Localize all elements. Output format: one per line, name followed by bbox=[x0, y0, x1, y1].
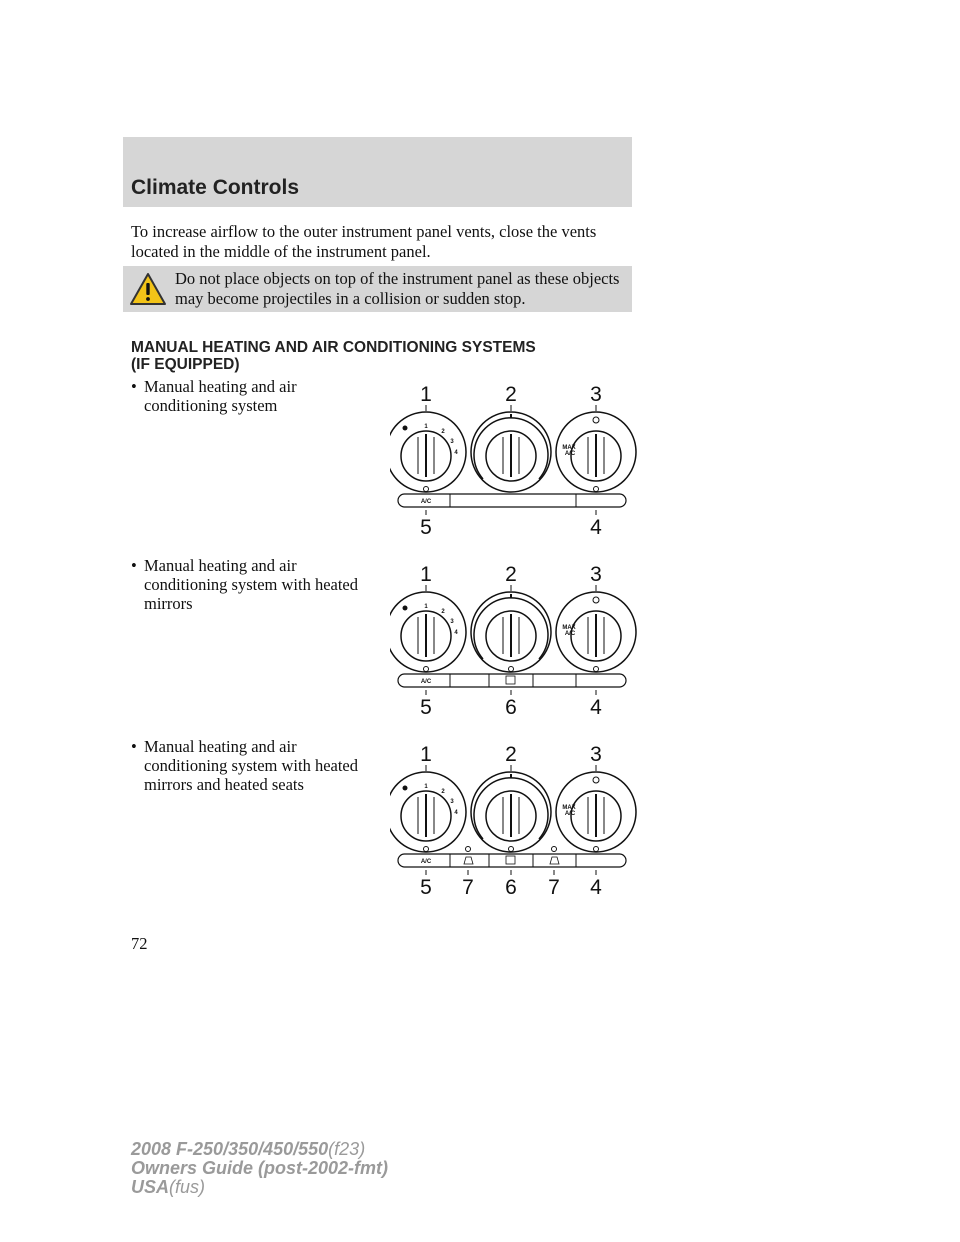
airflow-mode-knob bbox=[556, 772, 636, 852]
list-item bbox=[131, 556, 381, 613]
fan-speed-4: 4 bbox=[454, 450, 458, 456]
list-item bbox=[131, 377, 381, 415]
button-strip bbox=[398, 674, 626, 687]
footer-line3 bbox=[131, 1178, 388, 1197]
callout-5: 5 bbox=[420, 516, 432, 539]
max-ac-label: A/C bbox=[564, 811, 576, 817]
fan-speed-2: 2 bbox=[441, 609, 445, 615]
list-item-text: Manual heating and air conditioning system bbox=[144, 377, 297, 415]
max-ac-label: A/C bbox=[564, 451, 576, 457]
bullet-marker: • bbox=[131, 737, 137, 756]
fan-speed-2: 2 bbox=[441, 789, 445, 795]
max-ac-label: A/C bbox=[564, 631, 576, 637]
fan-speed-1: 1 bbox=[424, 784, 428, 790]
temperature-knob bbox=[471, 592, 551, 672]
footer bbox=[131, 1140, 388, 1197]
warning-triangle-icon bbox=[128, 271, 168, 307]
intro-paragraph: To increase airflow to the outer instrument panel vents, close the vents located in the middle of the instrument panel. bbox=[131, 222, 597, 261]
max-label: MAX bbox=[562, 445, 576, 451]
airflow-mode-knob bbox=[556, 412, 636, 492]
fan-speed-1: 1 bbox=[424, 604, 428, 610]
footer-region: USA bbox=[131, 1177, 170, 1197]
callout-1: 1 bbox=[420, 563, 432, 586]
ac-button-label: A/C bbox=[420, 859, 432, 865]
list-item-text: Manual heating and air conditioning system with heated mirrors and heated seats bbox=[144, 737, 359, 794]
warning-text: Do not place objects on top of the instrument panel as these objects may become projectiles in a collision or sudden stop. bbox=[175, 269, 620, 308]
section-heading bbox=[131, 339, 591, 373]
climate-panel-diagram-2 bbox=[390, 557, 640, 737]
callout-3: 3 bbox=[590, 743, 602, 766]
fan-speed-knob bbox=[390, 772, 466, 852]
bullet-marker: • bbox=[131, 377, 137, 396]
max-label: MAX bbox=[562, 625, 576, 631]
list-item-text: Manual heating and air conditioning system with heated mirrors bbox=[144, 556, 359, 613]
climate-panel-diagram-1 bbox=[390, 377, 640, 557]
section-heading-line2: (IF EQUIPPED) bbox=[131, 356, 240, 373]
callout-4: 4 bbox=[590, 876, 602, 899]
callout-7: 7 bbox=[462, 876, 474, 899]
fan-speed-1: 1 bbox=[424, 424, 428, 430]
callout-1: 1 bbox=[420, 383, 432, 406]
fan-speed-knob bbox=[390, 412, 466, 492]
callout-2: 2 bbox=[505, 563, 517, 586]
page-number: 72 bbox=[131, 934, 148, 953]
fan-speed-2: 2 bbox=[441, 429, 445, 435]
callout-4: 4 bbox=[590, 696, 602, 719]
callout-7: 7 bbox=[548, 876, 560, 899]
fan-speed-4: 4 bbox=[454, 630, 458, 636]
callout-1: 1 bbox=[420, 743, 432, 766]
page-title: Climate Controls bbox=[131, 176, 300, 199]
callout-3: 3 bbox=[590, 563, 602, 586]
callout-2: 2 bbox=[505, 383, 517, 406]
footer-model-code: (f23) bbox=[328, 1139, 366, 1159]
footer-model: 2008 F-250/350/450/550 bbox=[131, 1139, 329, 1159]
callout-6: 6 bbox=[505, 876, 517, 899]
fan-speed-3: 3 bbox=[450, 439, 454, 445]
callout-3: 3 bbox=[590, 383, 602, 406]
callout-6: 6 bbox=[505, 696, 517, 719]
footer-region-code: (fus) bbox=[169, 1177, 206, 1197]
ac-button-label: A/C bbox=[420, 499, 432, 505]
fan-speed-4: 4 bbox=[454, 810, 458, 816]
max-label: MAX bbox=[562, 805, 576, 811]
temperature-knob bbox=[471, 772, 551, 852]
button-strip bbox=[398, 854, 626, 867]
fan-speed-3: 3 bbox=[450, 619, 454, 625]
button-strip bbox=[398, 494, 626, 507]
callout-4: 4 bbox=[590, 516, 602, 539]
fan-icon bbox=[403, 786, 408, 791]
callout-5: 5 bbox=[420, 696, 432, 719]
airflow-mode-knob bbox=[556, 592, 636, 672]
bullet-marker: • bbox=[131, 556, 137, 575]
callout-2: 2 bbox=[505, 743, 517, 766]
fan-icon bbox=[403, 426, 408, 431]
fan-speed-3: 3 bbox=[450, 799, 454, 805]
footer-line1 bbox=[131, 1140, 388, 1159]
ac-button-label: A/C bbox=[420, 679, 432, 685]
fan-icon bbox=[403, 606, 408, 611]
temperature-knob bbox=[471, 412, 551, 492]
fan-speed-knob bbox=[390, 592, 466, 672]
climate-panel-diagram-3 bbox=[390, 737, 640, 917]
list-item bbox=[131, 737, 381, 794]
section-heading-line1: MANUAL HEATING AND AIR CONDITIONING SYSTEMS bbox=[131, 339, 536, 356]
footer-guide: Owners Guide (post-2002-fmt) bbox=[131, 1158, 389, 1178]
callout-5: 5 bbox=[420, 876, 432, 899]
